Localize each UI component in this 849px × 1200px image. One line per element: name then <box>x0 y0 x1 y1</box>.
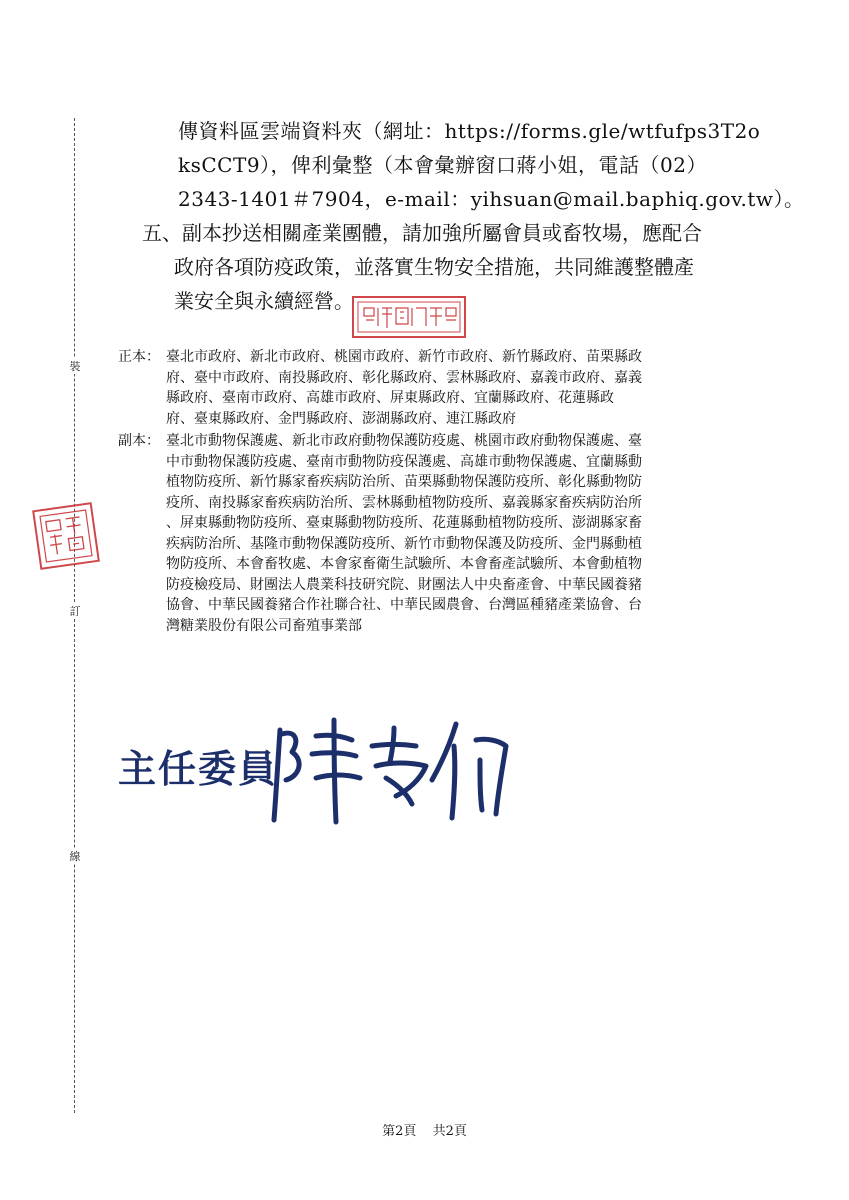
item-five-line-3: 業安全與永續經營。 <box>174 289 354 313</box>
recipient-line: 協會、中華民國養豬合作社聯合社、中華民國農會、台灣區種豬產業協會、台 <box>166 597 642 613</box>
recipient-line: 臺北市動物保護處、新北市政府動物保護防疫處、桃園市政府動物保護處、臺 <box>166 433 642 449</box>
page-total: 共2頁 <box>432 1124 467 1139</box>
item-number: 五、 <box>142 221 182 245</box>
recipient-line: 縣政府、臺南市政府、高雄市政府、屏東縣政府、宜蘭縣政府、花蓮縣政 <box>166 390 614 406</box>
item-five-line-1: 五、副本抄送相關產業團體，請加強所屬會員或畜牧場，應配合 <box>142 221 702 245</box>
recipient-line: 植物防疫所、新竹縣家畜疾病防治所、苗栗縣動物保護防疫所、彰化縣動物防 <box>166 474 642 490</box>
paragraph-line: ksCCT9），俾利彙整（本會彙辦窗口蔣小姐，電話（02） <box>178 153 708 177</box>
page-footer <box>0 1120 849 1139</box>
margin-mark-middle: 訂 <box>67 603 83 619</box>
recipient-line: 物防疫所、本會畜牧處、本會家畜衛生試驗所、本會畜產試驗所、本會動植物 <box>166 556 642 572</box>
recipient-line: 、屏東縣動物防疫所、臺東縣動物防疫所、花蓮縣動植物防疫所、澎湖縣家畜 <box>166 515 642 531</box>
agency-seal-stamp <box>352 296 466 338</box>
handwritten-signature <box>120 700 540 830</box>
recipient-line: 府、臺中市政府、南投縣政府、彰化縣政府、雲林縣政府、嘉義市政府、嘉義 <box>166 369 642 386</box>
copy-label: 副本： <box>118 433 160 449</box>
recipient-line: 中市動物保護防疫處、臺南市動物防疫保護處、高雄市動物保護處、宜蘭縣動 <box>166 453 642 470</box>
recipient-line: 疫所、南投縣家畜疾病防治所、雲林縣動植物防疫所、嘉義縣家畜疾病防治所 <box>166 494 642 511</box>
paragraph-4-continuation <box>178 114 805 216</box>
item-five-line-2: 政府各項防疫政策，並落實生物安全措施，共同維護整體產 <box>174 255 694 279</box>
seal-pattern-icon <box>356 300 462 334</box>
margin-mark-top: 裝 <box>67 358 83 374</box>
recipient-line: 防疫檢疫局、財團法人農業科技研究院、財團法人中央畜產會、中華民國養豬 <box>166 576 642 593</box>
margin-mark-bottom: 線 <box>67 848 83 864</box>
original-recipients <box>118 347 798 437</box>
paragraph-line: 傳資料區雲端資料夾（網址：https://forms.gle/wtfufps3T2o <box>178 119 761 143</box>
recipient-line: 疾病防治所、基隆市動物保護防疫所、新竹市動物保護及防疫所、金門縣動植 <box>166 535 642 552</box>
recipient-line: 臺北市政府、新北市政府、桃園市政府、新竹市政府、新竹縣政府、苗栗縣政 <box>166 349 642 365</box>
recipient-line: 府、臺東縣政府、金門縣政府、澎湖縣政府、連江縣政府 <box>166 410 516 427</box>
original-label: 正本： <box>118 349 160 365</box>
paragraph-line: 2343-1401＃7904，e-mail：yihsuan@mail.baphiq.gov.tw）。 <box>178 187 805 211</box>
recipient-line: 灣糖業股份有限公司畜殖事業部 <box>166 617 362 634</box>
margin-seal-stamp <box>32 502 100 570</box>
page-number: 第2頁 <box>382 1124 417 1139</box>
seal-pattern-icon <box>38 508 94 564</box>
copy-recipient-list <box>166 431 786 636</box>
original-recipient-list <box>166 347 786 429</box>
copy-recipients <box>118 431 798 641</box>
signature-title: 主任委員 <box>118 746 279 791</box>
